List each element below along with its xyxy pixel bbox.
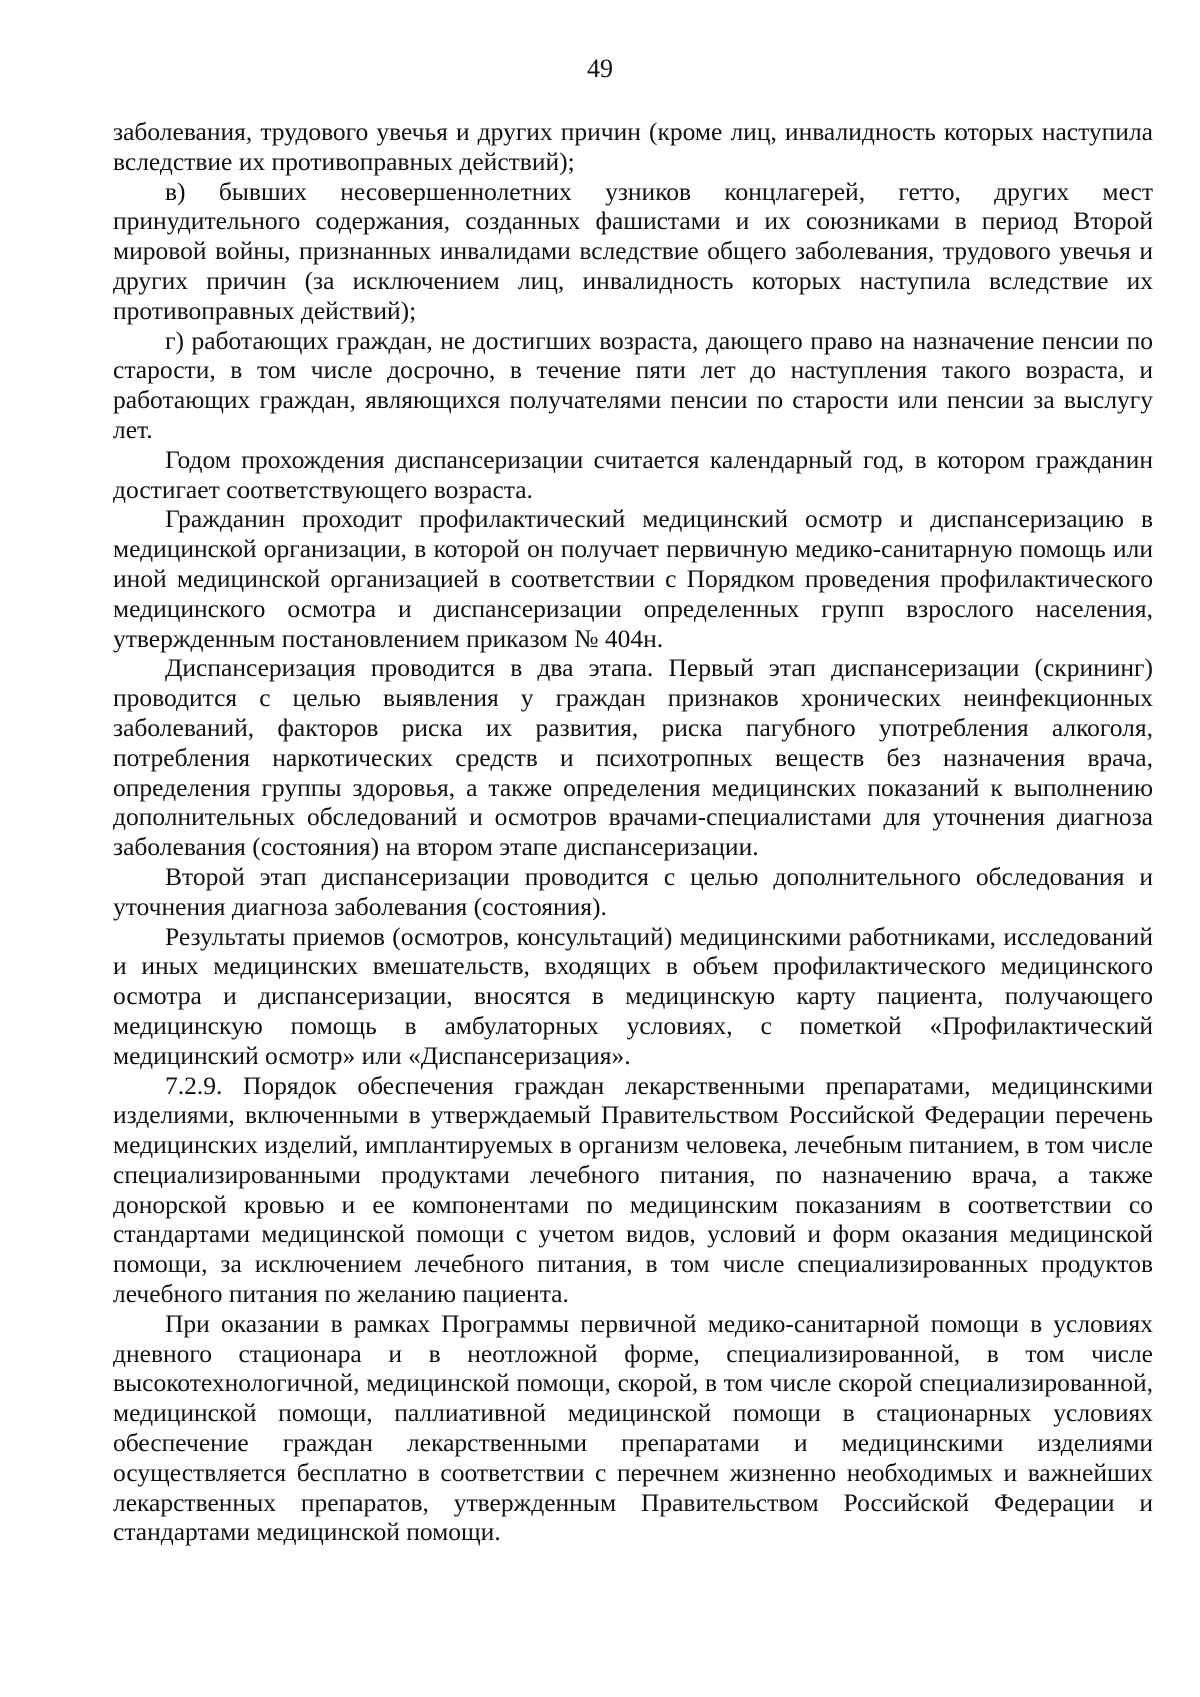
paragraph-item-v: в) бывших несовершеннолетних узников концлагерей, гетто, других мест принудительного содержания, созданных фашистами и их союзниками в период Второй мировой войны, признанных инвалидами вследствие общего заболевания, трудового увечья и других причин (за исключением лиц, инвалидность которых наступила вследствие их противоправных действий); xyxy=(113,176,1153,325)
paragraph-dispensary-stage-one: Диспансеризация проводится в два этапа. Первый этап диспансеризации (скрининг) проводится с целью выявления у граждан признаков хронических неинфекционных заболеваний, факторов риска их развития, риска пагубного употребления алкоголя, потребления наркотических средств и психотропных веществ без назначения врача, определения группы здоровья, а также определения медицинских показаний к выполнению дополнительных обследований и осмотров врачами-специалистами для уточнения диагноза заболевания (состояния) на втором этапе диспансеризации. xyxy=(113,653,1153,862)
page-number: 49 xyxy=(587,54,613,83)
paragraph-continuation: заболевания, трудового увечья и других причин (кроме лиц, инвалидность которых наступила вследствие их противоправных действий); xyxy=(113,117,1153,176)
paragraph-dispensary-organization: Гражданин проходит профилактический медицинский осмотр и диспансеризацию в медицинской организации, в которой он получает первичную медико-санитарную помощь или иной медицинской организацией в соответствии с Порядком проведения профилактического медицинского осмотра и диспансеризации определенных групп взрослого населения, утвержденным постановлением приказом № 404н. xyxy=(113,504,1153,653)
document-body xyxy=(113,117,1153,1547)
paragraph-section-7-2-9: 7.2.9. Порядок обеспечения граждан лекарственными препаратами, медицинскими изделиями, включенными в утверждаемый Правительством Российской Федерации перечень медицинских изделий, имплантируемых в организм человека, лечебным питанием, в том числе специализированными продуктами лечебного питания, по назначению врача, а также донорской кровью и ее компонентами по медицинским показаниям в соответствии со стандартами медицинской помощи с учетом видов, условий и форм оказания медицинской помощи, за исключением лечебного питания, в том числе специализированных продуктов лечебного питания по желанию пациента. xyxy=(113,1070,1153,1309)
paragraph-item-g: г) работающих граждан, не достигших возраста, дающего право на назначение пенсии по старости, в том числе досрочно, в течение пяти лет до наступления такого возраста, и работающих граждан, являющихся получателями пенсии по старости или пенсии за выслугу лет. xyxy=(113,325,1153,444)
paragraph-program-provision: При оказании в рамках Программы первичной медико-санитарной помощи в условиях дневного стационара и в неотложной форме, специализированной, в том числе высокотехнологичной, медицинской помощи, скорой, в том числе скорой специализированной, медицинской помощи, паллиативной медицинской помощи в стационарных условиях обеспечение граждан лекарственными препаратами и медицинскими изделиями осуществляется бесплатно в соответствии с перечнем жизненно необходимых и важнейших лекарственных препаратов, утвержденным Правительством Российской Федерации и стандартами медицинской помощи. xyxy=(113,1308,1153,1547)
paragraph-dispensary-year: Годом прохождения диспансеризации считается календарный год, в котором гражданин достигает соответствующего возраста. xyxy=(113,444,1153,504)
paragraph-results: Результаты приемов (осмотров, консультаций) медицинскими работниками, исследований и иных медицинских вмешательств, входящих в объем профилактического медицинского осмотра и диспансеризации, вносятся в медицинскую карту пациента, получающего медицинскую помощь в амбулаторных условиях, с пометкой «Профилактический медицинский осмотр» или «Диспансеризация». xyxy=(113,921,1153,1070)
paragraph-dispensary-stage-two: Второй этап диспансеризации проводится с целью дополнительного обследования и уточнения диагноза заболевания (состояния). xyxy=(113,861,1153,921)
